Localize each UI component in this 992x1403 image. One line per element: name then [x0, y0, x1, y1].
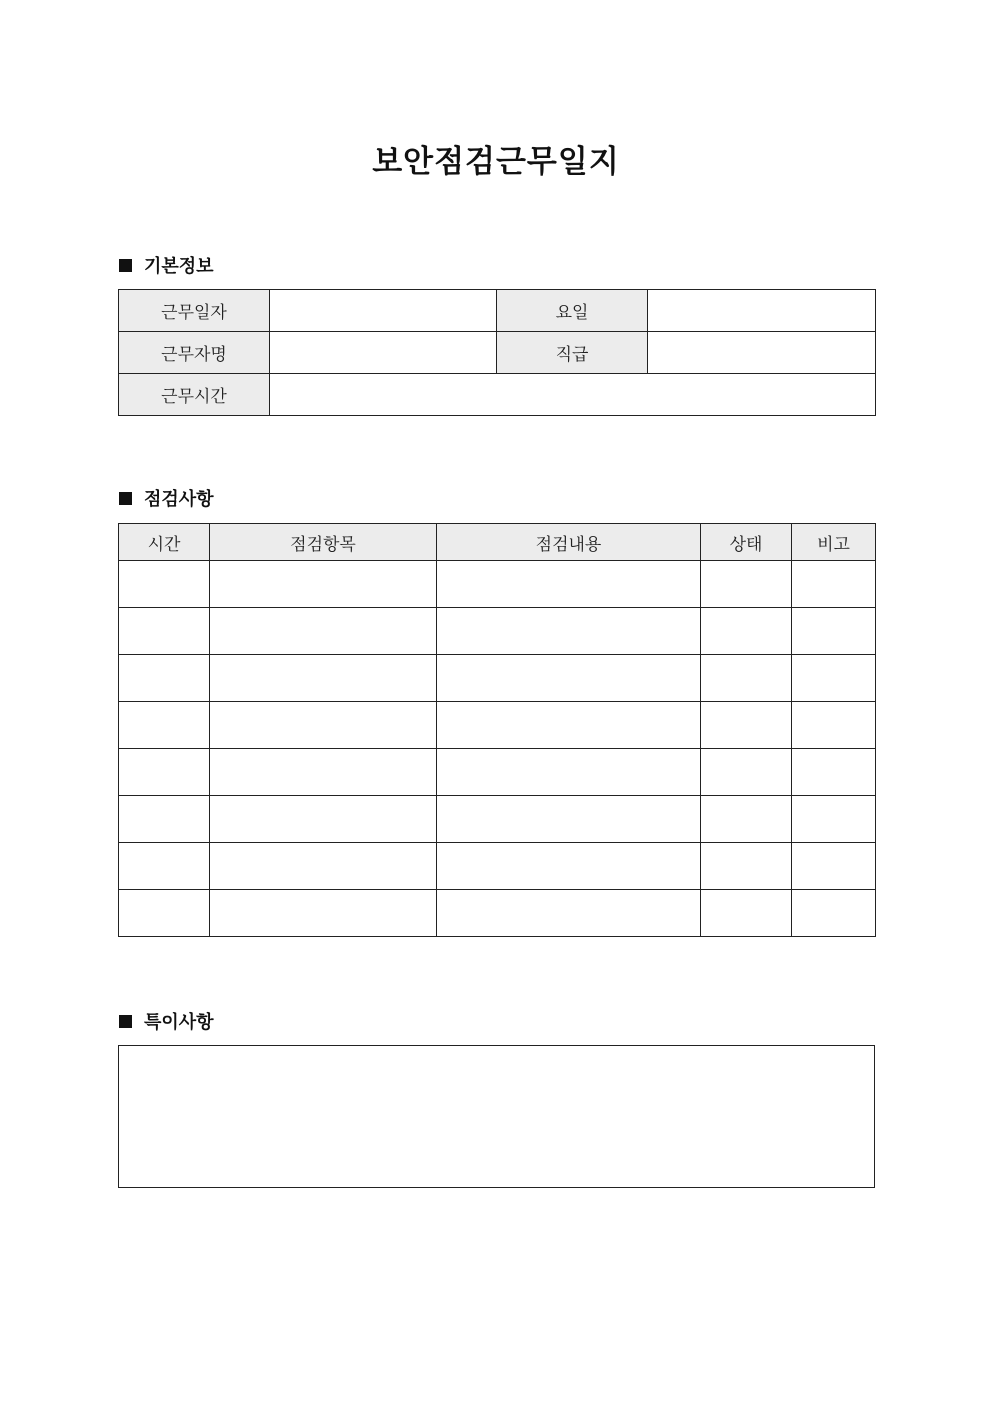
status-cell[interactable]	[701, 796, 792, 843]
inspection-heading	[119, 487, 214, 509]
remarks-cell[interactable]	[792, 796, 876, 843]
basic-info-heading-label: 기본정보	[144, 256, 214, 277]
work-date-field[interactable]	[270, 290, 497, 332]
details-cell[interactable]	[437, 655, 701, 702]
position-field[interactable]	[648, 332, 876, 374]
status-cell[interactable]	[701, 702, 792, 749]
time-cell[interactable]	[119, 702, 210, 749]
item-cell[interactable]	[210, 655, 437, 702]
worker-name-field[interactable]	[270, 332, 497, 374]
time-cell[interactable]	[119, 561, 210, 608]
remarks-cell[interactable]	[792, 561, 876, 608]
square-bullet-icon	[119, 1015, 132, 1028]
table-row	[119, 749, 876, 796]
item-cell[interactable]	[210, 608, 437, 655]
time-cell[interactable]	[119, 655, 210, 702]
details-cell[interactable]	[437, 561, 701, 608]
item-cell[interactable]	[210, 702, 437, 749]
position-label: 직급	[497, 332, 648, 374]
item-cell[interactable]	[210, 561, 437, 608]
worker-name-label: 근무자명	[119, 332, 270, 374]
remarks-cell[interactable]	[792, 749, 876, 796]
status-cell[interactable]	[701, 655, 792, 702]
notes-box[interactable]	[118, 1045, 875, 1188]
table-row	[119, 655, 876, 702]
remarks-cell[interactable]	[792, 702, 876, 749]
inspection-table	[118, 523, 876, 937]
table-row	[119, 796, 876, 843]
details-cell[interactable]	[437, 749, 701, 796]
work-date-label: 근무일자	[119, 290, 270, 332]
table-row	[119, 608, 876, 655]
work-hours-label: 근무시간	[119, 374, 270, 416]
remarks-cell[interactable]	[792, 655, 876, 702]
details-cell[interactable]	[437, 796, 701, 843]
table-row	[119, 890, 876, 937]
details-cell[interactable]	[437, 702, 701, 749]
table-header-row	[119, 524, 876, 561]
time-cell[interactable]	[119, 843, 210, 890]
column-header-details: 점검내용	[437, 524, 701, 561]
remarks-cell[interactable]	[792, 608, 876, 655]
table-row	[119, 843, 876, 890]
work-hours-field[interactable]	[270, 374, 876, 416]
table-row	[119, 374, 876, 416]
status-cell[interactable]	[701, 749, 792, 796]
time-cell[interactable]	[119, 890, 210, 937]
time-cell[interactable]	[119, 796, 210, 843]
time-cell[interactable]	[119, 608, 210, 655]
basic-info-table	[118, 289, 876, 416]
inspection-heading-label: 점검사항	[144, 489, 214, 510]
table-row	[119, 332, 876, 374]
document-title: 보안점검근무일지	[372, 144, 620, 180]
item-cell[interactable]	[210, 796, 437, 843]
details-cell[interactable]	[437, 843, 701, 890]
column-header-item: 점검항목	[210, 524, 437, 561]
remarks-cell[interactable]	[792, 890, 876, 937]
status-cell[interactable]	[701, 561, 792, 608]
table-row	[119, 702, 876, 749]
item-cell[interactable]	[210, 890, 437, 937]
time-cell[interactable]	[119, 749, 210, 796]
day-field[interactable]	[648, 290, 876, 332]
status-cell[interactable]	[701, 890, 792, 937]
item-cell[interactable]	[210, 749, 437, 796]
status-cell[interactable]	[701, 843, 792, 890]
column-header-status: 상태	[701, 524, 792, 561]
notes-heading-label: 특이사항	[144, 1012, 214, 1033]
basic-info-heading	[119, 254, 214, 276]
square-bullet-icon	[119, 259, 132, 272]
square-bullet-icon	[119, 492, 132, 505]
remarks-cell[interactable]	[792, 843, 876, 890]
column-header-time: 시간	[119, 524, 210, 561]
status-cell[interactable]	[701, 608, 792, 655]
item-cell[interactable]	[210, 843, 437, 890]
details-cell[interactable]	[437, 608, 701, 655]
details-cell[interactable]	[437, 890, 701, 937]
column-header-remarks: 비고	[792, 524, 876, 561]
table-row	[119, 561, 876, 608]
day-label: 요일	[497, 290, 648, 332]
notes-heading	[119, 1010, 214, 1032]
table-row	[119, 290, 876, 332]
